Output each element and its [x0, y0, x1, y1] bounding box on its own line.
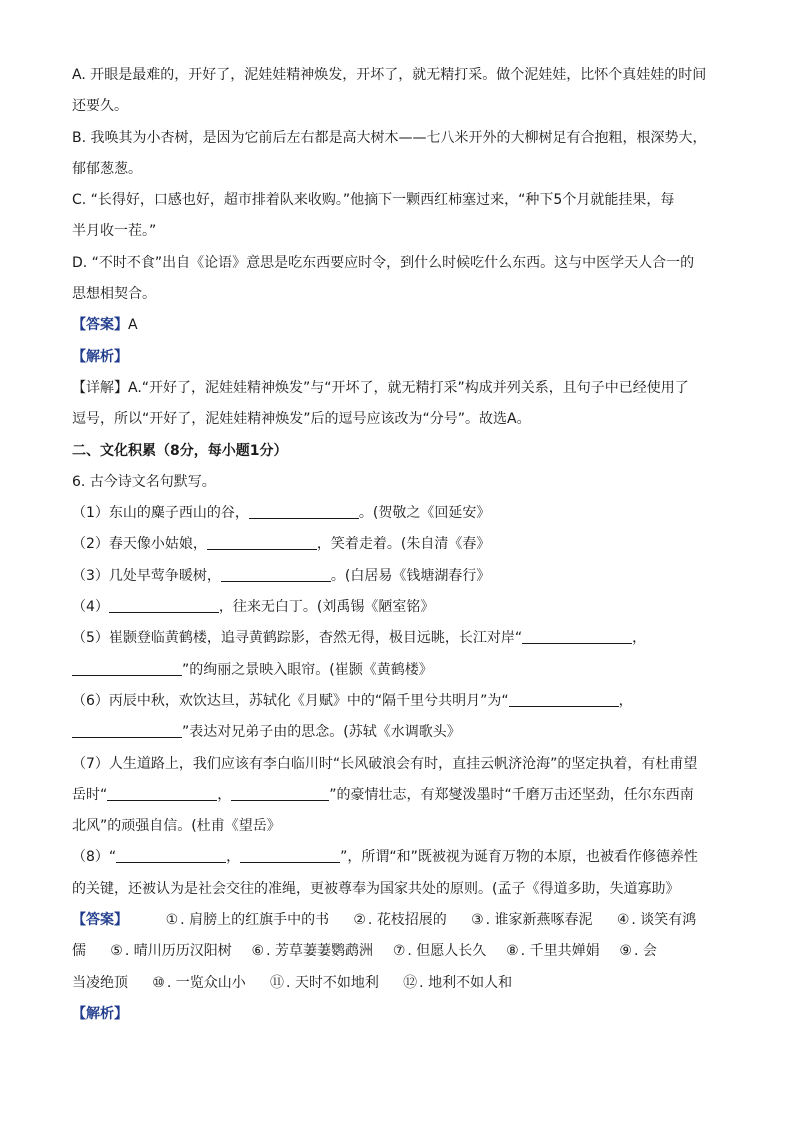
- analysis-1: [72, 342, 724, 373]
- answer-number: ①: [165, 912, 179, 929]
- fill-blank: [522, 627, 632, 644]
- option-d-line2: 思想相契合。: [72, 286, 156, 303]
- question-6-stem: 6. 古今诗文名句默写。: [72, 473, 216, 490]
- analysis-2: [72, 999, 724, 1030]
- section-title: 二、文化积累（8分，每小题1分）: [72, 442, 288, 459]
- q6-8-text-a: （8）“: [72, 849, 117, 866]
- answer-number: ⑧: [506, 943, 519, 960]
- answer-item: 儒: [72, 943, 86, 960]
- option-c-line1: C. “长得好，口感也好，超市排着队来收购。”他摘下一颗西红柿塞过来，“种下5个月就能挂果，每: [72, 192, 675, 209]
- q6-item-6-line1: [72, 686, 724, 717]
- answer-item: 但愿人长久: [416, 943, 487, 960]
- q6-item-1: [72, 498, 724, 529]
- answer-number: ②: [353, 912, 366, 929]
- q6-6-text-a: （6）丙辰中秋，欢饮达旦，苏轼化《月赋》中的“隔千里兮共明月”为“: [72, 692, 509, 709]
- answer-item: 地利不如人和: [428, 974, 513, 991]
- answer-1: [72, 310, 724, 341]
- answer-number: ⑥: [251, 943, 265, 960]
- answer-number: ⑨: [619, 943, 632, 960]
- option-b-line2: 郁郁葱葱。: [72, 160, 142, 177]
- answer-number: ④: [616, 912, 630, 929]
- analysis-label: 【解析】: [72, 348, 128, 365]
- option-d-line1: D. “不时不食”出自《论语》意思是吃东西要应时令，到什么时候吃什么东西。这与中医学天人合一的: [72, 254, 695, 271]
- answer-number: ③: [471, 912, 484, 929]
- fill-blank: [221, 565, 331, 582]
- q6-item-7-line3: 北风”的顽强自信。(杜甫《望岳》: [72, 818, 281, 835]
- fill-blank: [509, 690, 619, 707]
- answer-2-line3: 当凌绝顶 ⑩ . 一览众山小 ⑪ . 天时不如地利 ⑫ . 地利不如人和: [72, 968, 724, 999]
- answer-item: 会: [642, 943, 657, 960]
- q6-item-6-line2: [72, 717, 724, 748]
- q6-item-5-line1: [72, 623, 724, 654]
- answer-item: 谈笑有鸿: [640, 912, 697, 929]
- q6-5-text-b: ，: [632, 630, 647, 647]
- answer-number: ⑦: [392, 943, 406, 960]
- fill-blank: [231, 784, 329, 801]
- answer-value: A: [128, 317, 138, 334]
- q6-5-text-c: ”的绚丽之景映入眼帘。(崔颢《黄鹤楼》: [182, 661, 433, 678]
- q6-item-5-line2: [72, 655, 724, 686]
- answer-number: ⑤: [110, 943, 123, 960]
- fill-blank: [72, 721, 182, 738]
- q6-item-3: [72, 561, 724, 592]
- q6-item-7-line2: [72, 780, 724, 811]
- answer-label: 【答案】: [72, 912, 128, 929]
- fill-blank: [207, 533, 317, 550]
- fill-blank: [240, 846, 340, 863]
- answer-item: 天时不如地利: [294, 974, 379, 991]
- answer-item: 花枝招展的: [376, 912, 447, 929]
- q6-item-2: [72, 529, 724, 560]
- q6-7-text-b: 岳时“: [72, 786, 108, 803]
- answer-2-line1: 【答案】 ① . 肩膀上的红旗手中的书 ② . 花枝招展的 ③ . 谁家新燕啄春泥 ④ . 谈笑有鸿: [72, 905, 724, 936]
- q6-5-text-a: （5）崔颢登临黄鹤楼，追寻黄鹤踪影，杳然无得，极目远眺，长江对岸“: [72, 630, 523, 647]
- answer-number: ⑫: [403, 974, 418, 991]
- option-c-line2: 半月收一茬。”: [72, 223, 157, 240]
- option-a-line1: A. 开眼是最难的，开好了，泥娃娃精神焕发，开坏了，就无精打采。做个泥娃娃，比怀个真娃娃的时间: [72, 67, 707, 83]
- q6-4-text-a: （4）: [72, 599, 109, 616]
- answer-item: 当凌绝顶: [72, 974, 128, 991]
- fill-blank: [72, 659, 182, 676]
- q6-2-text-b: ，笑着走着。(朱自清《春》: [316, 536, 491, 553]
- q6-7-text-c: ，: [217, 786, 232, 803]
- fill-blank: [107, 784, 217, 801]
- q6-3-text-b: 。(白居易《钱塘湖春行》: [330, 567, 491, 584]
- q6-item-8-line1: [72, 842, 724, 873]
- q6-8-text-b: ，: [226, 849, 241, 866]
- q6-6-text-c: ”表达对兄弟子由的思念。(苏轼《水调歌头》: [182, 724, 461, 741]
- option-a-line2: 还要久。: [72, 98, 128, 115]
- option-b-line1: B. 我唤其为小杏树，是因为它前后左右都是高大树木——七八米开外的大柳树足有合抱粗，根深势大，: [72, 129, 707, 146]
- answer-label: 【答案】: [72, 317, 128, 334]
- q6-item-4: [72, 592, 724, 623]
- answer-item: 晴川历历汉阳树: [133, 943, 232, 960]
- q6-6-text-b: ，: [618, 692, 633, 709]
- answer-item: 谁家新燕啄春泥: [494, 912, 593, 929]
- fill-blank: [116, 846, 226, 863]
- detail-line1: 【详解】A.“开好了，泥娃娃精神焕发”与“开坏了，就无精打采”构成并列关系，且句子中已经使用了: [72, 379, 689, 396]
- answer-item: 一览众山小: [175, 974, 246, 991]
- document-page: [72, 60, 724, 1030]
- q6-3-text-a: （3）几处早莺争暖树，: [72, 567, 221, 584]
- fill-blank: [249, 502, 359, 519]
- q6-2-text-a: （2）春天像小姑娘，: [72, 536, 207, 553]
- q6-1-text-a: （1）东山的麋子西山的谷，: [72, 505, 249, 522]
- analysis-label: 【解析】: [72, 1005, 128, 1022]
- answer-item: 千里共婵娟: [529, 943, 600, 960]
- q6-1-text-b: 。(贺敬之《回延安》: [358, 505, 491, 522]
- detail-line2: 逗号，所以“开好了，泥娃娃精神焕发”后的逗号应该改为“分号”。故选A。: [72, 411, 531, 428]
- answer-item: 肩膀上的红旗手中的书: [189, 912, 330, 929]
- fill-blank: [109, 596, 219, 613]
- q6-item-7-line1: （7）人生道路上，我们应该有李白临川时“长风破浪会有时，直挂云帆济沧海”的坚定执着，有杜甫望: [72, 755, 698, 772]
- q6-7-text-d: ”的豪情壮志，有郑燮泼墨时“千磨万击还坚劲，任尔东西南: [329, 786, 694, 803]
- q6-8-text-c: ”，所谓“和”既被视为诞育万物的本原，也被看作修德养性: [340, 849, 698, 866]
- q6-4-text-b: ，往来无白丁。(刘禹锡《陋室铭》: [218, 599, 435, 616]
- q6-item-8-line2: 的关键，还被认为是社会交往的准绳，更被尊奉为国家共处的原则。(孟子《得道多助，失道寡助》: [72, 880, 680, 897]
- answer-2-line2: 儒 ⑤ . 晴川历历汉阳树 ⑥ . 芳草萋萋鹦鹉洲 ⑦ . 但愿人长久 ⑧ . 千里共婵娟 ⑨ . 会: [72, 936, 724, 967]
- answer-number: ⑩: [152, 974, 165, 991]
- answer-number: ⑪: [270, 974, 284, 991]
- answer-item: 芳草萋萋鹦鹉洲: [275, 943, 374, 960]
